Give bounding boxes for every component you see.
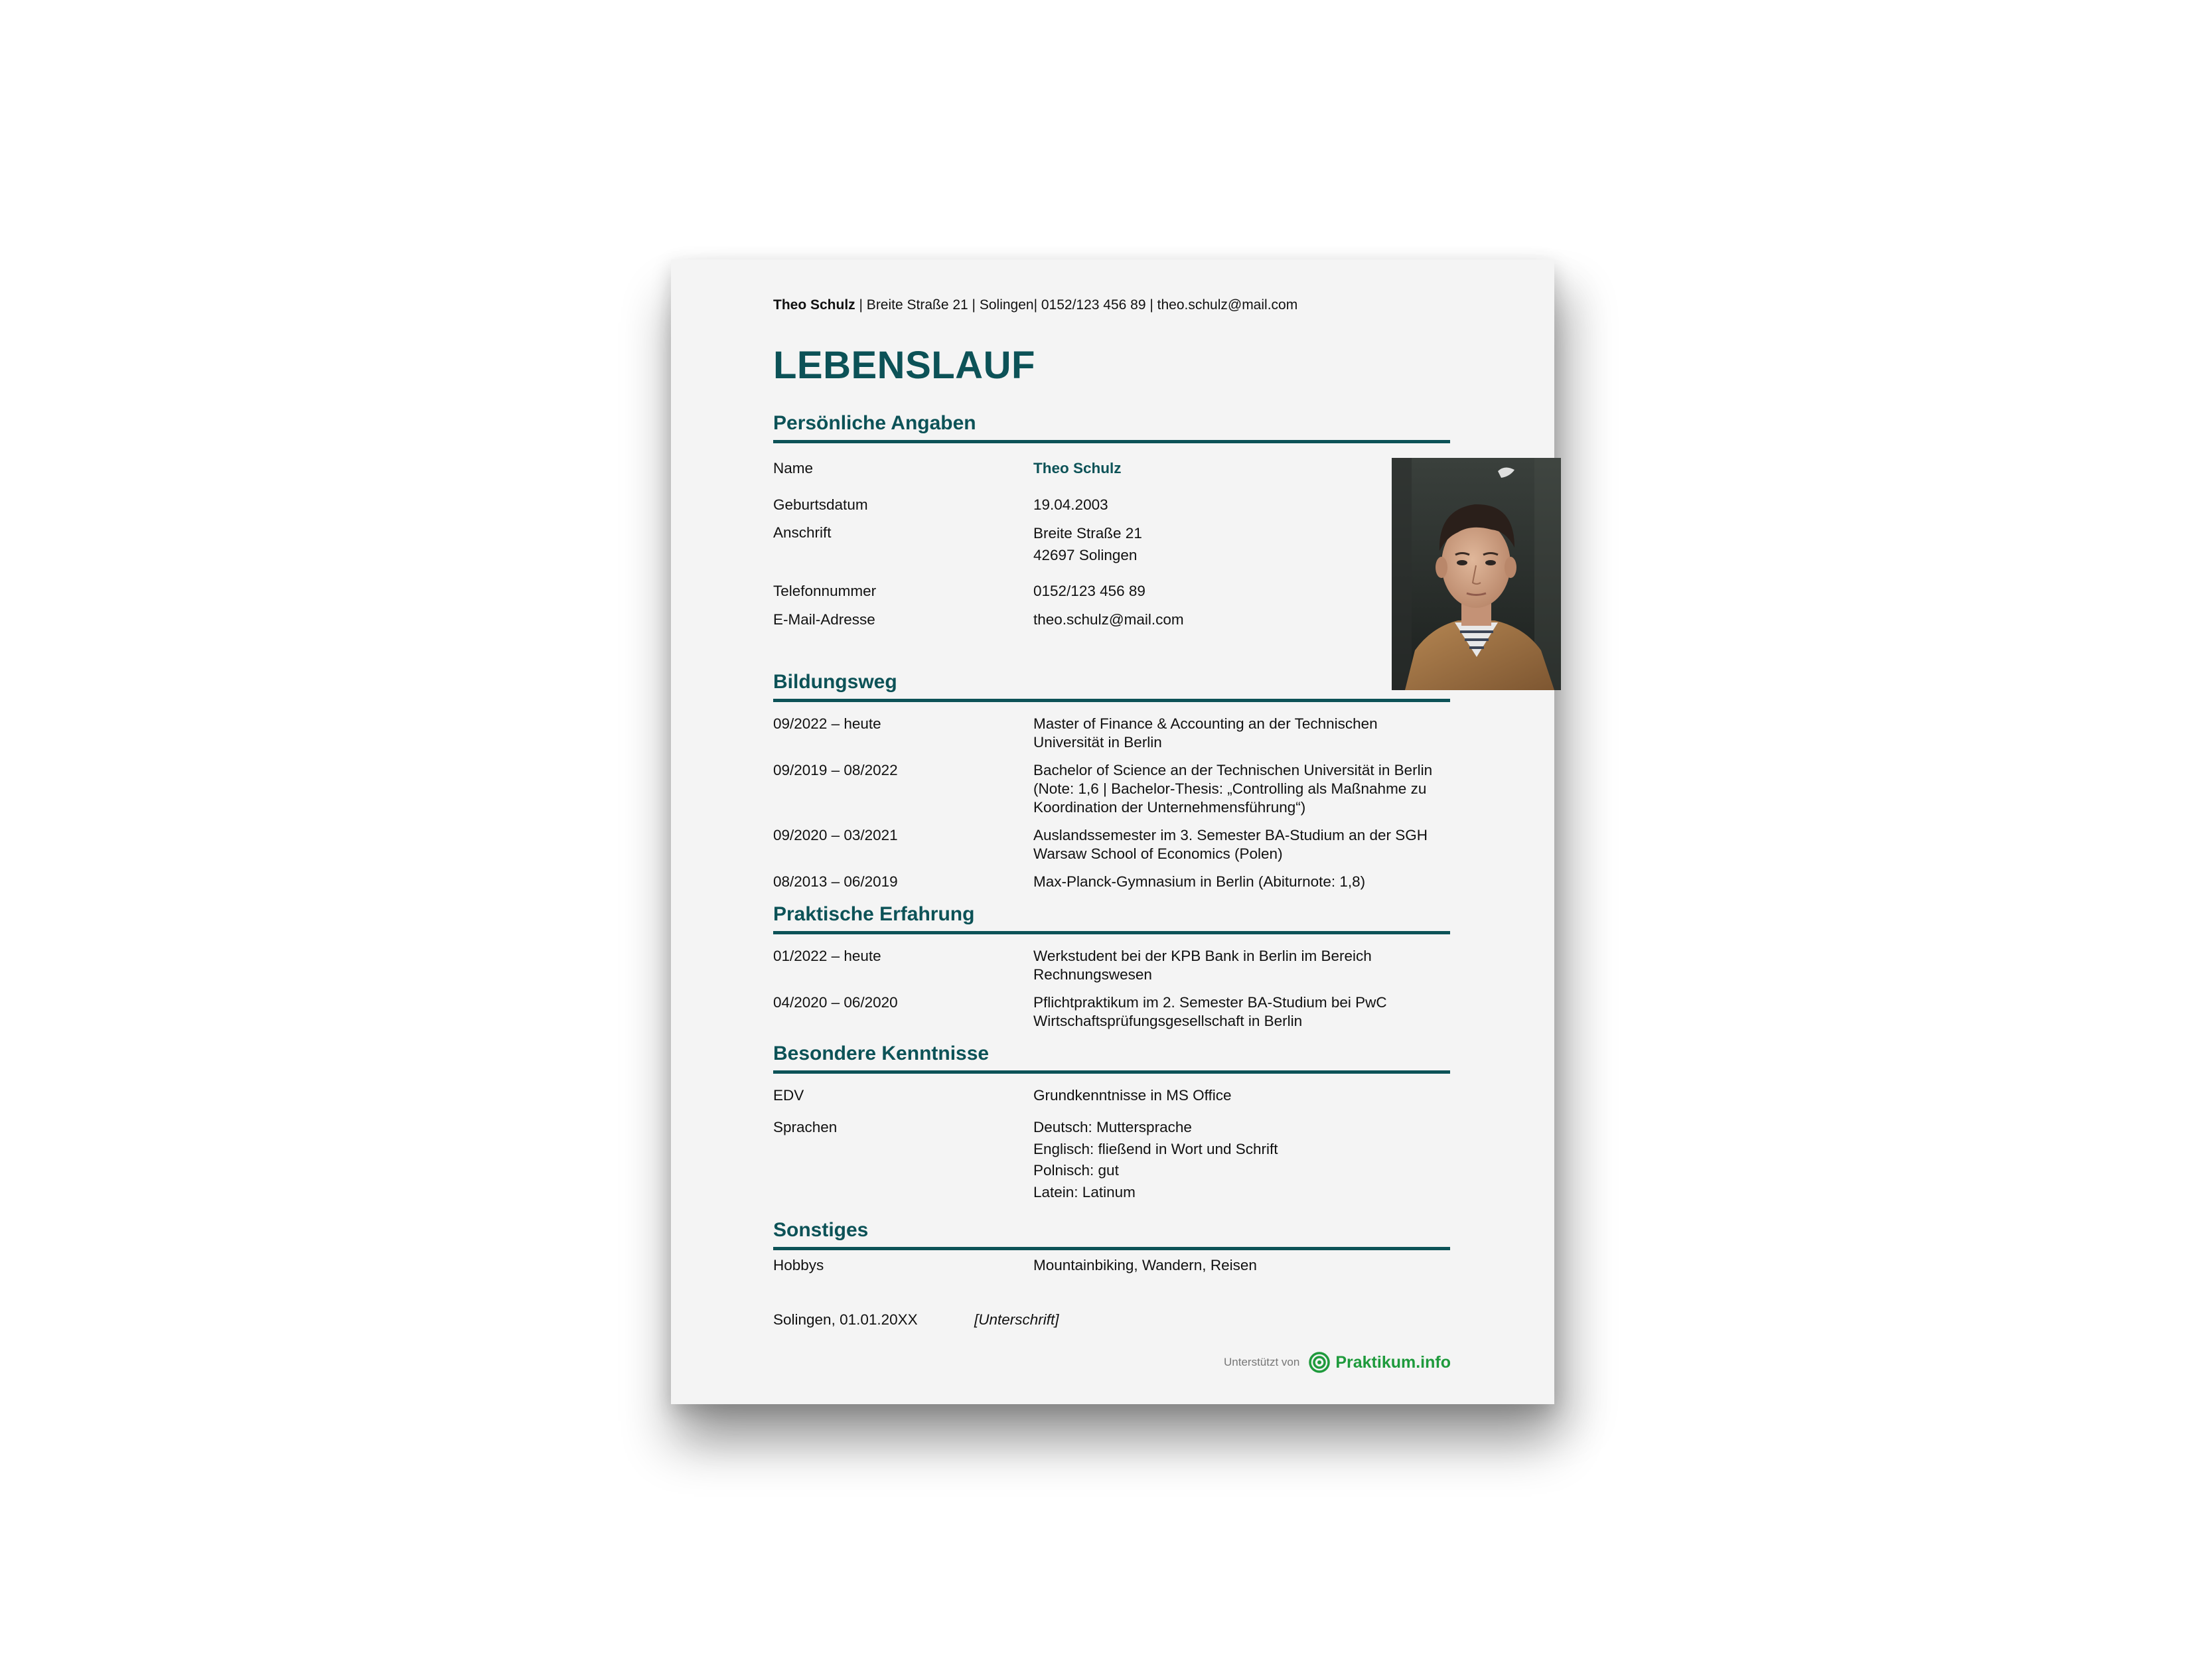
name-value: Theo Schulz bbox=[1033, 460, 1122, 476]
education-date: 09/2019 – 08/2022 bbox=[773, 762, 898, 778]
education-text: Max-Planck-Gymnasium in Berlin (Abiturnote: 1,8) bbox=[1033, 873, 1366, 890]
education-text: Auslandssemester im 3. Semester BA-Studium an der SGH Warsaw School of Economics (Polen) bbox=[1033, 827, 1428, 862]
education-date: 09/2020 – 03/2021 bbox=[773, 827, 898, 843]
supported-by-label: Unterstützt von bbox=[1224, 1356, 1300, 1368]
experience-text: Pflichtpraktikum im 2. Semester BA-Studium bei PwC Wirtschaftsprüfungsgesellschaft in Berlin bbox=[1033, 994, 1387, 1029]
experience-date: 01/2022 – heute bbox=[773, 948, 881, 964]
hobby-label: Hobbys bbox=[773, 1257, 824, 1273]
experience-date: 04/2020 – 06/2020 bbox=[773, 994, 898, 1011]
language-item: Latein: Latinum bbox=[1033, 1183, 1136, 1200]
section-experience-heading: Praktische Erfahrung bbox=[773, 903, 1450, 934]
praktikum-logo bbox=[1309, 1352, 1451, 1373]
section-skills-heading: Besondere Kenntnisse bbox=[773, 1043, 1450, 1074]
education-date: 09/2022 – heute bbox=[773, 715, 881, 732]
language-item: Englisch: fließend in Wort und Schrift bbox=[1033, 1140, 1278, 1157]
language-item: Polnisch: gut bbox=[1033, 1162, 1119, 1179]
edv-label: EDV bbox=[773, 1087, 804, 1104]
education-date: 08/2013 – 06/2019 bbox=[773, 873, 898, 890]
phone-value: 0152/123 456 89 bbox=[1033, 583, 1145, 599]
email-label: E-Mail-Adresse bbox=[773, 611, 875, 628]
signature-placeholder: [Unterschrift] bbox=[974, 1311, 1059, 1328]
birth-value: 19.04.2003 bbox=[1033, 496, 1108, 513]
target-icon bbox=[1309, 1352, 1330, 1373]
section-personal-heading: Persönliche Angaben bbox=[773, 412, 1450, 443]
hobby-value: Mountainbiking, Wandern, Reisen bbox=[1033, 1257, 1257, 1273]
header-details: | Breite Straße 21 | Solingen| 0152/123 456 89 | theo.schulz@mail.com bbox=[855, 297, 1298, 313]
name-label: Name bbox=[773, 460, 814, 476]
address-label: Anschrift bbox=[773, 524, 832, 541]
edv-value: Grundkenntnisse in MS Office bbox=[1033, 1087, 1232, 1104]
languages-list bbox=[1033, 1117, 1445, 1203]
email-value: theo.schulz@mail.com bbox=[1033, 611, 1184, 628]
place-date: Solingen, 01.01.20XX bbox=[773, 1311, 918, 1328]
birth-label: Geburtsdatum bbox=[773, 496, 868, 513]
languages-label: Sprachen bbox=[773, 1119, 838, 1135]
portrait-image bbox=[1392, 458, 1561, 690]
section-misc-heading: Sonstiges bbox=[773, 1219, 1450, 1250]
experience-text: Werkstudent bei der KPB Bank in Berlin im Bereich Rechnungswesen bbox=[1033, 948, 1372, 983]
document-title: LEBENSLAUF bbox=[773, 344, 1035, 387]
section-education-heading: Bildungsweg bbox=[773, 671, 1450, 702]
education-text: Bachelor of Science an der Technischen Universität in Berlin (Note: 1,6 | Bachelor-Thesis: „Controlling als Maßnahme zu Koordination der Unternehmensführung“) bbox=[1033, 762, 1433, 816]
cv-page bbox=[671, 259, 1554, 1404]
profile-photo bbox=[1392, 458, 1561, 690]
address-line-street: Breite Straße 21 bbox=[1033, 525, 1142, 541]
brand-name: Praktikum.info bbox=[1335, 1352, 1451, 1372]
address-line-city: 42697 Solingen bbox=[1033, 547, 1138, 563]
language-item: Deutsch: Muttersprache bbox=[1033, 1119, 1192, 1135]
phone-label: Telefonnummer bbox=[773, 583, 877, 599]
header-name: Theo Schulz bbox=[773, 297, 855, 313]
signature-line bbox=[773, 1311, 1059, 1329]
contact-header bbox=[773, 297, 1297, 313]
brand-footer bbox=[1224, 1352, 1451, 1373]
education-text: Master of Finance & Accounting an der Technischen Universität in Berlin bbox=[1033, 715, 1378, 751]
address-value bbox=[1033, 522, 1445, 566]
